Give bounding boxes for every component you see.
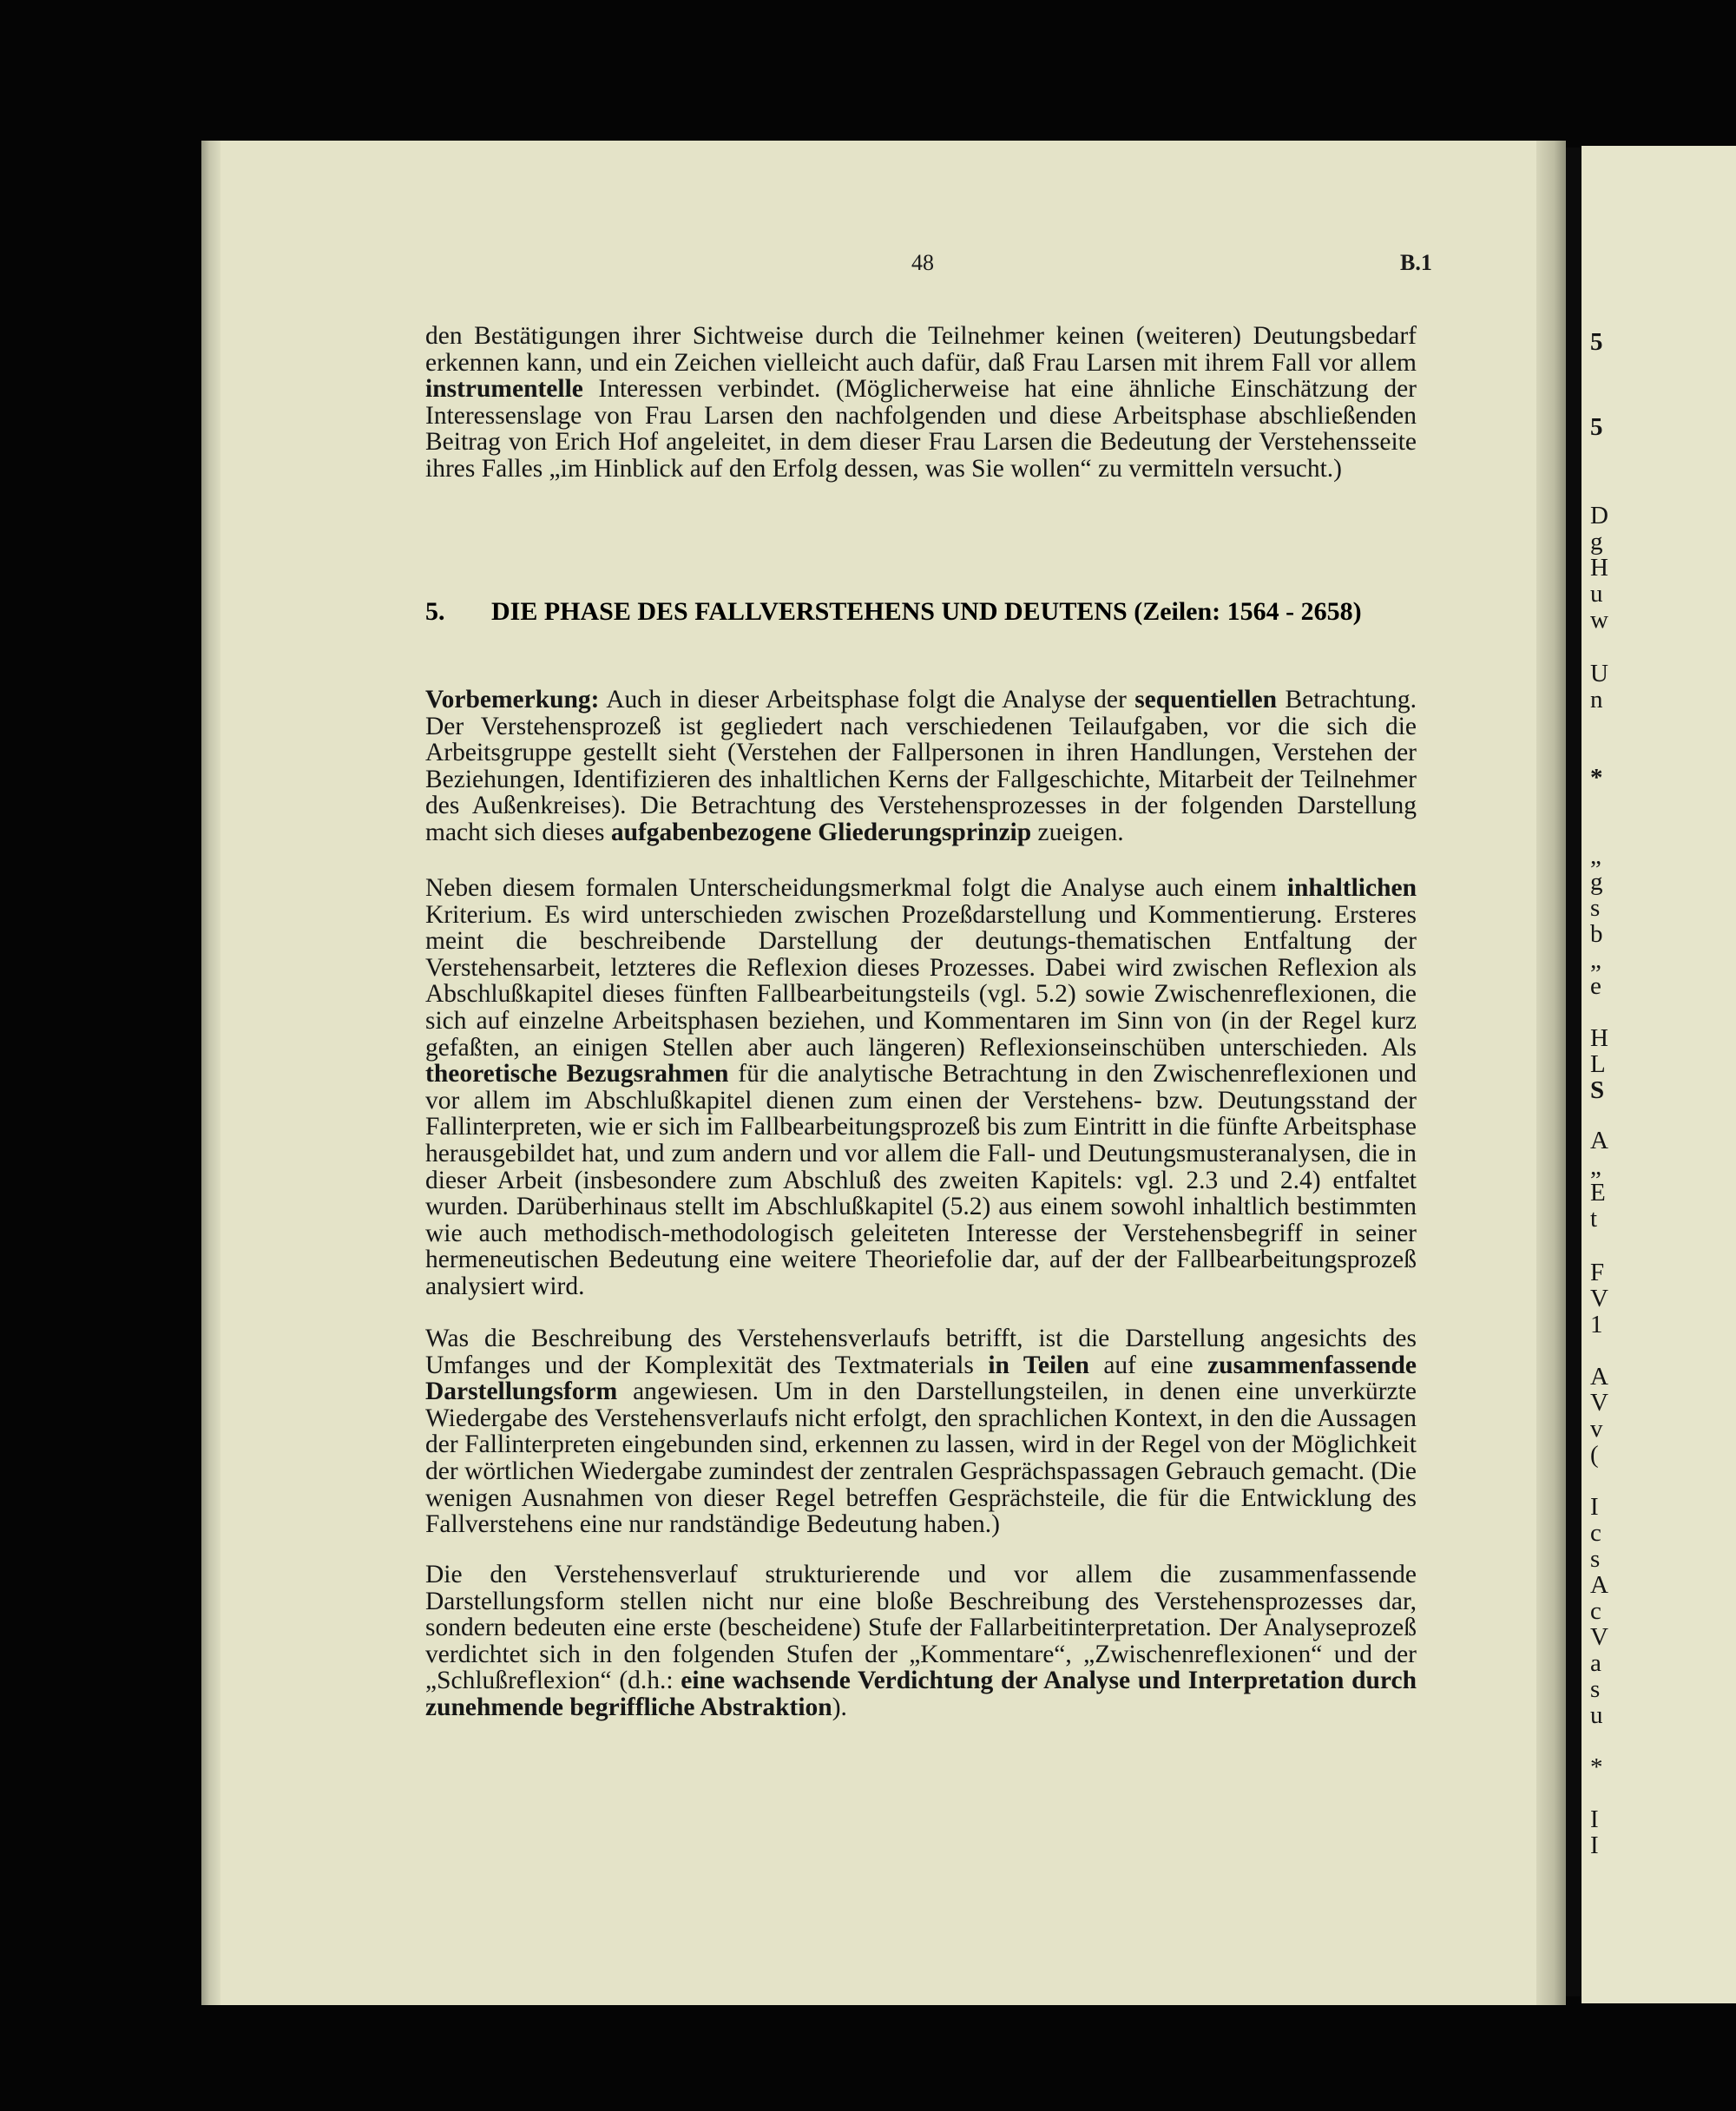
emphasis: instrumentelle (425, 375, 583, 404)
book-gutter (1566, 148, 1581, 1996)
facing-page-char: v (1590, 1415, 1603, 1443)
page-spine-shadow (1536, 141, 1566, 2005)
facing-page-char: S (1590, 1076, 1605, 1104)
facing-page-char: w (1590, 606, 1608, 634)
section-title: DIE PHASE DES FALLVERSTEHENS UND DEUTENS (Zeilen: 1564 - 2658) (491, 597, 1362, 626)
facing-page-char: * (1590, 1753, 1603, 1781)
section-code: B.1 (1400, 250, 1432, 275)
page-binding-edge (201, 141, 220, 2005)
facing-page-char: V (1590, 1389, 1608, 1417)
facing-page-char: 1 (1590, 1311, 1603, 1338)
facing-page-char: g (1590, 868, 1603, 896)
emphasis: theoretische Bezugsrahmen (425, 1060, 729, 1088)
facing-page-char: I (1590, 1832, 1599, 1859)
emphasis: zusammenfassende Darstellungsform (425, 1351, 1417, 1406)
facing-page-char: H (1590, 554, 1608, 582)
facing-page-char: „ (1590, 842, 1601, 870)
paragraph-analysis-stages: Die den Verstehensverlauf strukturierende und vor allem die zusammenfassende Darstellungsform stellen nicht nur eine bloße Beschreibung des Verstehensprozesses dar, sondern bedeuten eine erste (bescheidene) Stufe der Fallarbeitinterpretation. Der Analyseprozeß verdichtet sich in den folgenden Stufen der „Kommentare“, „Zwischenreflexionen“ und der „Schlußreflexion“ (d.h.: eine wachsende Verdichtung der Analyse und Interpretation durch zunehmende begriffliche Abstraktion). (425, 1561, 1417, 1721)
paragraph-label: Vorbemerkung: (425, 686, 600, 714)
facing-page-char: s (1590, 894, 1601, 922)
facing-page-char: U (1590, 660, 1608, 687)
facing-page-char: u (1590, 580, 1603, 608)
facing-page-char: g (1590, 528, 1603, 556)
facing-page-char: A (1590, 1571, 1608, 1599)
facing-page-char: t (1590, 1205, 1598, 1233)
facing-page-char: c (1590, 1597, 1601, 1625)
paragraph-vorbemerkung: Vorbemerkung: Auch in dieser Arbeitsphase folgt die Analyse der sequentiellen Betrachtung. Der Verstehensprozeß ist gegliedert nach verschiedenen Teilaufgaben, vor die sich die Arbeitsgruppe gestellt sieht (Verstehen der Fallpersonen in ihren Handlungen, Verstehen der Beziehungen, Identifizieren des inhaltlichen Kerns der Fallgeschichte, Mitarbeit der Teilnehmer des Außenkreises). Die Betrachtung des Verstehensprozesses in der folgenden Darstellung macht sich dieses aufgabenbezogene Gliederungsprinzip zueigen. (425, 686, 1417, 846)
facing-page-char: b (1590, 920, 1603, 948)
facing-page-char: 5 (1590, 328, 1603, 356)
section-heading (425, 597, 1417, 627)
facing-page-char: s (1590, 1675, 1601, 1703)
facing-page-char: I (1590, 1805, 1599, 1833)
facing-page-char: „ (1590, 946, 1601, 974)
facing-page-char: L (1590, 1050, 1606, 1078)
paragraph-description: Was die Beschreibung des Verstehensverlaufs betrifft, ist die Darstellung angesichts des Umfanges und der Komplexität des Textmaterials in Teilen auf eine zusammenfassende Darstellungsform angewiesen. Um in den Darstellungsteilen, in denen eine unverkürzte Wiedergabe des Verstehensverlaufs nicht erfolgt, den sprachlichen Kontext, in den die Aussagen der Fallinterpreten eingebunden sind, erkennen zu lassen, wird in der Regel von der Möglichkeit der wörtlichen Wiedergabe zumindest der zentralen Gesprächspassagen Gebrauch gemacht. (Die wenigen Ausnahmen von dieser Regel betreffen Gesprächsteile, die für die Entwicklung des Fallverstehens eine nur randständige Bedeutung haben.) (425, 1325, 1417, 1539)
emphasis: in Teilen (988, 1351, 1089, 1379)
facing-page-char: D (1590, 502, 1608, 529)
facing-page-char: * (1590, 764, 1603, 792)
facing-page-char: e (1590, 972, 1601, 1000)
facing-page-char: E (1590, 1179, 1606, 1207)
facing-page-fragment (1581, 146, 1736, 2003)
facing-page-char: ( (1590, 1441, 1599, 1469)
facing-page-char: a (1590, 1649, 1601, 1677)
facing-page-char: s (1590, 1545, 1601, 1573)
facing-page-char: I (1590, 1493, 1599, 1521)
emphasis: eine wachsende Verdichtung der Analyse und Interpretation durch zunehmende begriffliche Abstraktion (425, 1667, 1417, 1721)
facing-page-char: F (1590, 1259, 1605, 1286)
facing-page-char: A (1590, 1127, 1608, 1154)
paragraph-criteria: Neben diesem formalen Unterscheidungsmerkmal folgt die Analyse auch einem inhaltlichen Kriterium. Es wird unterschieden zwischen Prozeßdarstellung und Kommentierung. Ersteres meint die beschreibende Darstellung der deutungs-thematischen Entfaltung der Verstehensarbeit, letzteres die Reflexion dieses Prozesses. Dabei wird zwischen Reflexion als Abschlußkapitel dieses fünften Fallbearbeitungsteils (vgl. 5.2) sowie Zwischenreflexionen, die sich auf einzelne Arbeitsphasen beziehen, und Kommentaren im Sinn von (in der Regel kurz gefaßten, an einigen Stellen aber auch längeren) Reflexionseinschüben unterschieden. Als theoretische Bezugsrahmen für die analytische Betrachtung in den Zwischenreflexionen und vor allem im Abschlußkapitel dienen zum einen der Verstehens- bzw. Deutungsstand der Fallinterpreten, wie er sich im Fallbearbeitungsprozeß bis zum Eintritt in die fünfte Arbeitsphase herausgebildet hat, und zum andern und vor allem die Fall- und Deutungsmusteranalysen, die in dieser Arbeit (insbesondere zum Abschluß des zweiten Kapitels: vgl. 2.3 und 2.4) entfaltet wurden. Darüberhinaus stellt im Abschlußkapitel (5.2) aus einem sowohl inhaltlich bestimmten wie auch methodisch-methodologisch geleiteten Interesse der Verstehensbegriff in seiner hermeneutischen Bedeutung eine weitere Theoriefolie dar, auf der der Fallbearbeitungsprozeß analysiert wird. (425, 874, 1417, 1300)
facing-page-char: H (1590, 1024, 1608, 1052)
facing-page-char: u (1590, 1701, 1603, 1729)
facing-page-char: V (1590, 1623, 1608, 1651)
facing-page-char: A (1590, 1363, 1608, 1391)
facing-page-char: n (1590, 686, 1603, 714)
facing-page-char: c (1590, 1519, 1601, 1547)
facing-page-char: „ (1590, 1153, 1601, 1180)
section-number: 5. (425, 597, 445, 626)
emphasis: sequentiellen (1134, 686, 1278, 714)
page-number: 48 (911, 250, 934, 275)
facing-page-char: V (1590, 1285, 1608, 1312)
emphasis: inhaltlichen (1286, 874, 1417, 902)
paragraph-intro: den Bestätigungen ihrer Sichtweise durch die Teilnehmer keinen (weiteren) Deutungsbedarf erkennen kann, und ein Zeichen vielleicht auch dafür, daß Frau Larsen mit ihrem Fall vor allem instrumentelle Interessen verbindet. (Möglicherweise hat eine ähnliche Einschätzung der Interessenslage von Frau Larsen den nachfolgenden und diese Arbeitsphase abschließenden Beitrag von Erich Hof angeleitet, in dem dieser Frau Larsen die Bedeutung der Verstehensseite ihres Falles „im Hinblick auf den Erfolg dessen, was Sie wollen“ zu vermitteln versucht.) (425, 322, 1417, 483)
emphasis: aufgabenbezogene Gliederungsprinzip (610, 818, 1032, 846)
facing-page-char: 5 (1590, 413, 1603, 441)
